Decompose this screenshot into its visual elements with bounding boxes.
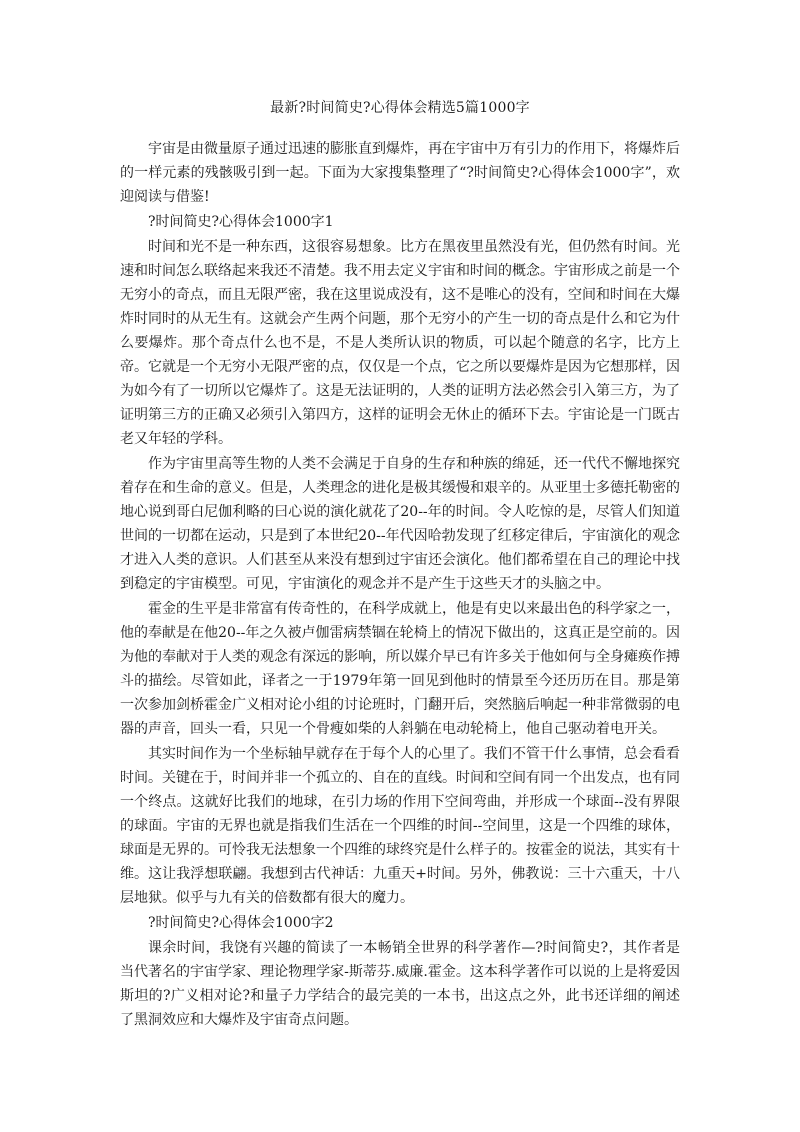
section-1-paragraph-4: 其实时间作为一个坐标轴早就存在于每个人的心里了。我们不管干什么事情，总会看看时间。关键在于，时间并非一个孤立的、自在的直线。时间和空间有同一个出发点，也有同一个终点。这就好比我们的地球，在引力场的作用下空间弯曲，并形成一个球面--没有界限的球面。宇宙的无界也就是指我们生活在一个四维的时间--空间里，这是一个四维的球体，球面是无界的。可怜我无法想象一个四维的球终究是什么样子的。按霍金的说法，其实有十维。这让我浮想联翩。我想到古代神话：九重天+时间。另外，佛教说：三十六重天，十八层地狱。似乎与九有关的倍数都有很大的魔力。 [120,746,680,906]
section-1-paragraph-3: 霍金的生平是非常富有传奇性的，在科学成就上，他是有史以来最出色的科学家之一，他的奉献是在他20--年之久被卢伽雷病禁锢在轮椅上的情况下做出的，这真正是空前的。因为他的奉献对于人类的观念有深远的影响，所以媒介早已有许多关于他如何与全身瘫痪作搏斗的描绘。尽管如此，译者之一于1979年第一回见到他时的情景至今还历历在目。那是第一次参加剑桥霍金广义相对论小组的讨论班时，门翻开后，突然脑后响起一种非常微弱的电器的声音，回头一看，只见一个骨瘦如柴的人斜躺在电动轮椅上，他自己驱动着电开关。 [120,601,680,737]
section-2-paragraph-1: 课余时间，我饶有兴趣的简读了一本畅销全世界的科学著作—?时间简史?，其作者是当代著名的宇宙学家、理论物理学家-斯蒂芬.威廉.霍金。这本科学著作可以说的上是将爱因斯坦的?广义相对论?和量子力学结合的最完美的一本书，出这点之外，此书还详细的阐述了黑洞效应和大爆炸及宇宙奇点问题。 [120,940,680,1028]
section-1-paragraph-1: 时间和光不是一种东西，这很容易想象。比方在黑夜里虽然没有光，但仍然有时间。光速和时间怎么联络起来我还不清楚。我不用去定义宇宙和时间的概念。宇宙形成之前是一个无穷小的奇点，而且无限严密，我在这里说成没有，这不是唯心的没有，空间和时间在大爆炸时同时的从无生有。这就会产生两个问题，那个无穷小的产生一切的奇点是什么和它为什么要爆炸。那个奇点什么也不是，不是人类所认识的物质，可以起个随意的名字，比方上帝。它就是一个无穷小无限严密的点，仅仅是一个点，它之所以要爆炸是因为它想那样，因为如今有了一切所以它爆炸了。这是无法证明的，人类的证明方法必然会引入第三方，为了证明第三方的正确又必须引入第四方，这样的证明会无休止的循环下去。宇宙论是一门既古老又年轻的学科。 [120,239,680,447]
intro-paragraph: 宇宙是由微量原子通过迅速的膨胀直到爆炸，再在宇宙中万有引力的作用下，将爆炸后的一样元素的残骸吸引到一起。下面为大家搜集整理了“?时间简史?心得体会1000字”，欢迎阅读与借鉴! [120,141,680,205]
section-1-heading: ?时间简史?心得体会1000字1 [148,214,334,230]
document-title: 最新?时间简史?心得体会精选5篇1000字 [270,100,530,116]
section-1-paragraph-2: 作为宇宙里高等生物的人类不会满足于自身的生存和种族的绵延，还一代代不懈地探究着存在和生命的意义。但是，人类理念的进化是极其缓慢和艰辛的。从亚里士多德托勒密的地心说到哥白尼伽利略的曰心说的演化就花了20--年的时间。令人吃惊的是，尽管人们知道世间的一切都在运动，只是到了本世纪20--年代因哈勃发现了红移定律后，宇宙演化的观念才进入人类的意识。人们甚至从来没有想到过宇宙还会演化。他们都希望在自己的理论中找到稳定的宇宙模型。可见，宇宙演化的观念并不是产生于这些天才的头脑之中。 [120,456,680,592]
section-2-heading: ?时间简史?心得体会1000字2 [148,915,334,931]
document-body [120,137,680,1033]
